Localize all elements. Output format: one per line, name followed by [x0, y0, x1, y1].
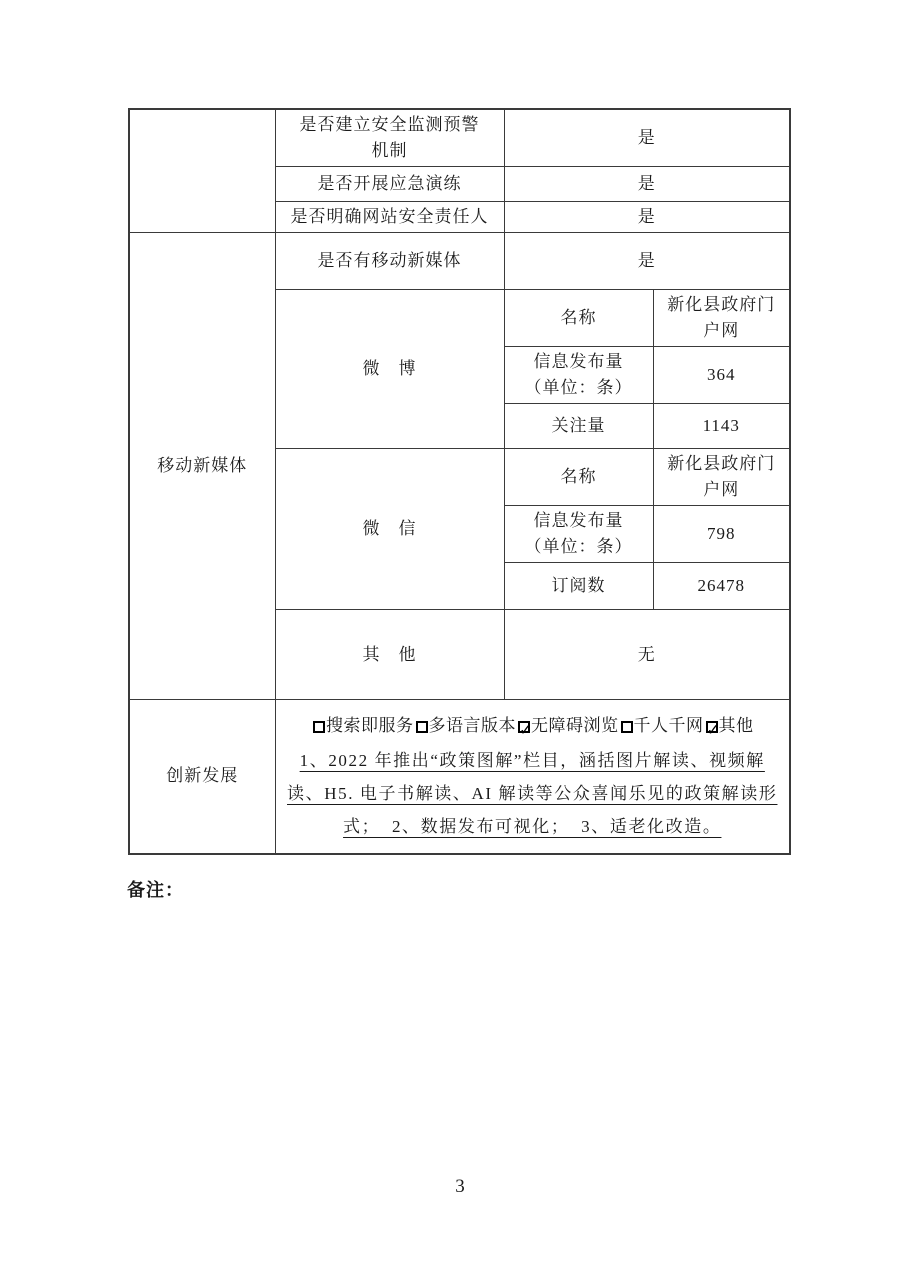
checkbox-icon[interactable]: [518, 721, 530, 733]
weibo-posts-value-cell: 364: [653, 347, 790, 404]
other-media-label-cell: 其 他: [275, 610, 504, 700]
checkbox-icon[interactable]: [706, 721, 718, 733]
security-question-text: 是否明确网站安全责任人: [290, 207, 489, 226]
wechat-posts-value-cell: 798: [653, 506, 790, 563]
security-question-cell: [275, 167, 504, 202]
wechat-subscribers-value-cell: 26478: [653, 563, 790, 610]
checkbox-item: [516, 716, 619, 735]
wechat-label-cell: 微 信: [275, 449, 504, 610]
weibo-posts-unit: （单位：条）: [524, 378, 633, 397]
wechat-posts-label: 信息发布量: [533, 511, 624, 530]
remarks-label: 备注：: [127, 880, 184, 900]
has-mobile-answer-cell: 是: [504, 233, 790, 290]
checkbox-label: 搜索即服务: [326, 715, 414, 735]
innovation-content-cell: [275, 700, 790, 854]
checkbox-item: [619, 716, 704, 735]
checkbox-icon[interactable]: [621, 721, 633, 733]
innovation-section-cell: 创新发展: [129, 700, 275, 854]
wechat-subscribers-label-cell: 订阅数: [504, 563, 653, 610]
innovation-checkbox-row: [283, 710, 783, 742]
report-table: [128, 108, 791, 855]
checkbox-item: [311, 716, 414, 735]
mobile-media-section-cell: 移动新媒体: [129, 233, 275, 700]
wechat-name-value-cell: 新化县政府门户网: [653, 449, 790, 506]
checkbox-item: [414, 716, 517, 735]
weibo-followers-label-cell: 关注量: [504, 404, 653, 449]
checkbox-icon[interactable]: [416, 721, 428, 733]
checkbox-item: [704, 716, 754, 735]
weibo-name-label-cell: 名称: [504, 290, 653, 347]
weibo-label-cell: 微 博: [275, 290, 504, 449]
security-section-cell: [129, 109, 275, 233]
checkbox-icon[interactable]: [313, 721, 325, 733]
wechat-posts-label-cell: [504, 506, 653, 563]
weibo-followers-value-cell: 1143: [653, 404, 790, 449]
wechat-posts-unit: （单位：条）: [524, 537, 633, 556]
checkbox-label: 无障碍浏览: [531, 715, 619, 735]
has-mobile-question-cell: 是否有移动新媒体: [275, 233, 504, 290]
security-question-cell: [275, 202, 504, 233]
innovation-description-line: 读、H5. 电子书解读、AI 解读等公众喜闻乐见的政策解读形: [287, 783, 778, 803]
security-answer-cell: 是: [504, 167, 790, 202]
weibo-name-value-cell: 新化县政府门户网: [653, 290, 790, 347]
security-question-text: 是否开展应急演练: [317, 174, 462, 193]
checkbox-label: 多语言版本: [428, 715, 516, 735]
security-answer-cell: 是: [504, 202, 790, 233]
weibo-posts-label-cell: [504, 347, 653, 404]
wechat-name-label-cell: 名称: [504, 449, 653, 506]
other-media-value-cell: 无: [504, 610, 790, 700]
security-question-text-line2: 机制: [371, 141, 408, 160]
weibo-posts-label: 信息发布量: [533, 352, 624, 371]
innovation-description-line: 1、2022 年推出“政策图解”栏目，涵括图片解读、视频解: [299, 750, 765, 770]
security-question-cell: [275, 109, 504, 167]
checkbox-label: 千人千网: [633, 715, 704, 735]
security-question-text: 是否建立安全监测预警: [299, 115, 480, 134]
security-answer-cell: 是: [504, 109, 790, 167]
checkbox-label: 其他: [718, 715, 754, 735]
page-number: 3: [455, 1176, 465, 1197]
innovation-description-line: 式； 2、数据发布可视化； 3、适老化改造。: [343, 816, 722, 836]
